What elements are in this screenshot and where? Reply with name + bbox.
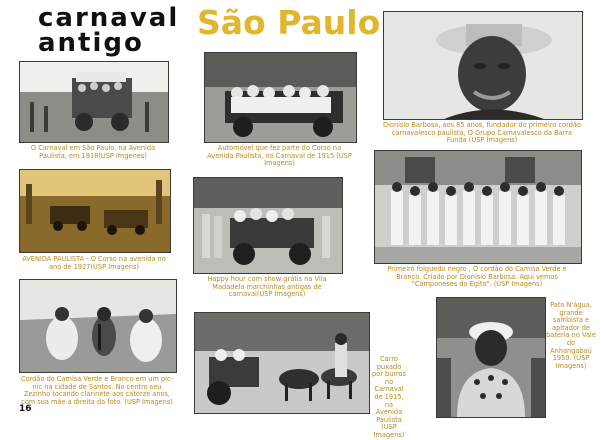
caption-carro-burros: Carro puxado por burros no Carnaval de 1915, na Avenida Paulista (USP Imagens) (371, 355, 407, 439)
page-number: 16 (19, 404, 32, 414)
title-carnaval: carnaval (38, 3, 180, 33)
caption-happy-hour: Happy hour com show grátis na Vila Madadela marchinhas antigas de carnaval(USP Imagens) (207, 275, 327, 299)
caption-pato-nagua: Pato N'água, grande sambista e apitador de bateria no Vale do Anhangabaú 1950. (USP Imagens) (546, 301, 596, 370)
caption-dionisio-barbosa: Dionísio Barbosa, aos 85 anos, fundador do primeiro cordão carnavalesco paulista, O Grupo Carnavalesco da Barra Funda (USP Imagens) (383, 121, 581, 145)
title-antigo: antigo (38, 28, 144, 58)
caption-carnaval-1918: O Carnaval em São Paulo, na Avenida Paulista, em 1918(USP Imgenes) (30, 144, 156, 160)
caption-picnic-santos: Cordão do Camisa Verde e Branco em um pic-nic na cidade de Santos. No centro seu Zezinho tocando clarinete aos catorze anos, com sua mãe a direita da foto. (USP Imagens) (20, 375, 174, 406)
caption-automovel-corso: Automóvel que fez parte do Corso na Avenida Paulista, no Carnaval de 1915 (USP Imagens) (207, 144, 352, 168)
title-sao-paulo: São Paulo (197, 3, 381, 42)
photo-automovel-corso-1915 (204, 52, 357, 143)
photo-dionisio-barbosa (383, 11, 583, 120)
photo-happy-hour-vila-madalena (193, 177, 343, 274)
photo-camponeses-do-egito (374, 150, 582, 264)
caption-camponeses-do-egito: Primeiro folguedo negro , O cordão do Camisa Verde e Branco. Criado por Dionísio Barbosa. Aqui vemos "Camponeses do Egito". (USP Imagens) (387, 265, 567, 289)
photo-pato-nagua (436, 297, 546, 418)
photo-picnic-santos (19, 279, 177, 373)
photo-avenida-paulista-1927 (19, 169, 171, 253)
caption-avenida-paulista-1927: AVENIDA PAULISTA - O Corso na avenida no ano de 1927(USP Imagens) (22, 255, 166, 271)
photo-carro-puxado-por-burros (194, 312, 370, 414)
photo-carnaval-avenida-1918 (19, 61, 169, 143)
